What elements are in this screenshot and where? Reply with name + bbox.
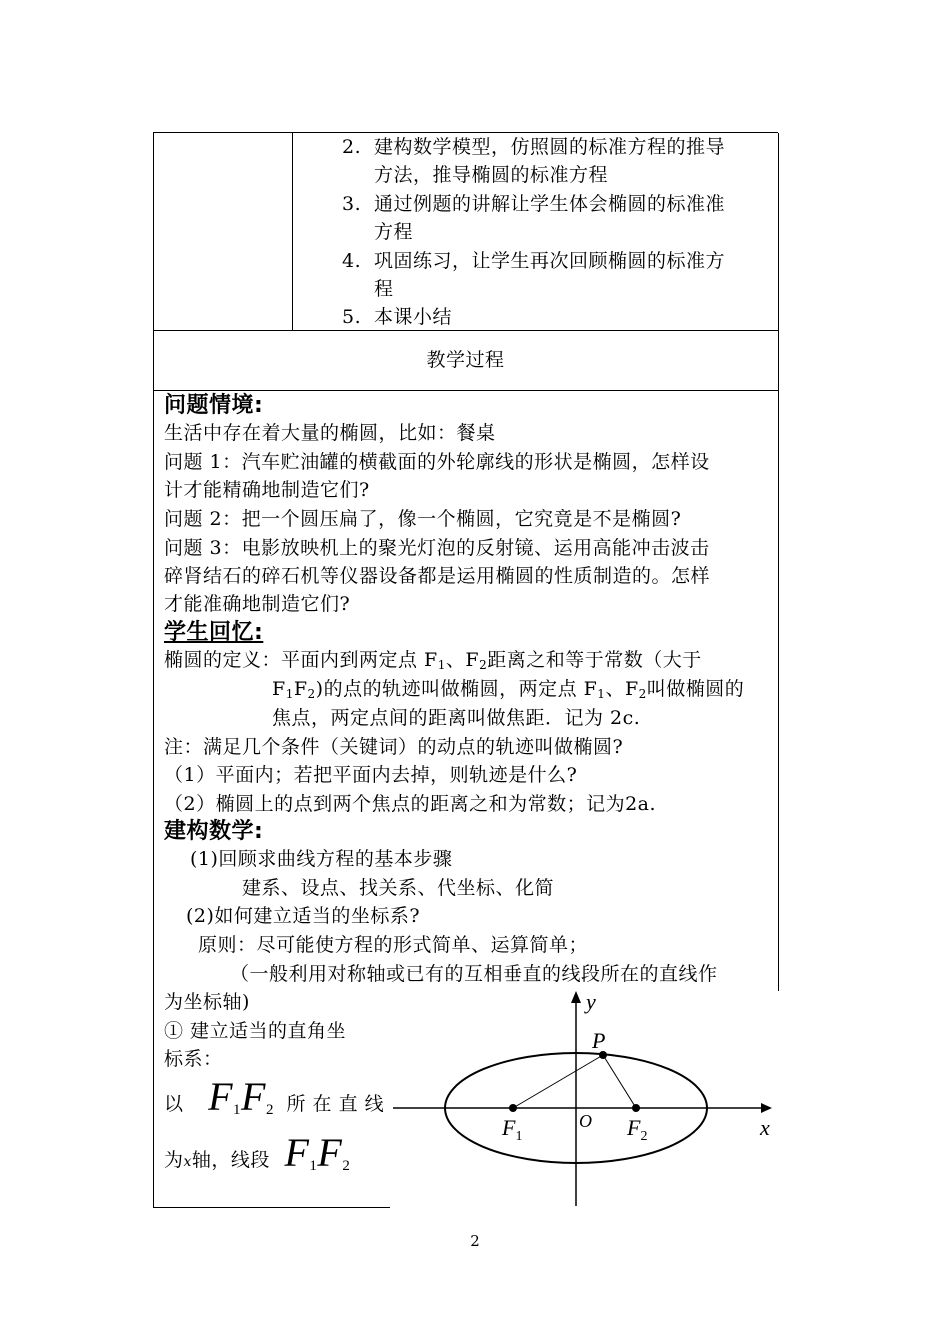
objective-item: 5. 本课小结	[342, 306, 453, 328]
build-step: (2)如何建立适当的坐标系?	[186, 905, 421, 927]
page-number: 2	[470, 1232, 480, 1250]
note-item: （2）椭圆上的点到两个焦点的距离之和为常数；记为2a.	[164, 793, 657, 815]
hint-line: （一般利用对称轴或已有的互相垂直的线段所在的直线作	[230, 963, 718, 985]
x-axis-label: x	[760, 1115, 770, 1140]
objective-item-cont: 程	[374, 278, 394, 300]
objective-item: 4. 巩固练习，让学生再次回顾椭圆的标准方	[342, 250, 726, 272]
y-axis-label: y	[586, 989, 596, 1014]
build-heading: 建构数学:	[164, 819, 264, 844]
point-f2	[632, 1104, 640, 1112]
hint-line: 为坐标轴)	[164, 991, 250, 1013]
f1f2-formula: F1F2	[208, 1074, 274, 1119]
objective-item-cont: 方法，推导椭圆的标准方程	[374, 164, 609, 186]
problem-line: 碎肾结石的碎石机等仪器设备都是运用椭圆的性质制造的。怎样	[164, 565, 711, 587]
section-title: 教学过程	[426, 349, 505, 371]
figure-background	[390, 991, 780, 1209]
definition-line: 椭圆的定义：平面内到两定点 $F_1$、$F_2$距离之和等于常数（大于	[164, 649, 702, 672]
label-origin: O	[579, 1111, 592, 1131]
definition-line: 焦点，两定点间的距离叫做焦距．记为 2c.	[272, 707, 641, 729]
definition-line: $F_1F_2$)的点的轨迹叫做椭圆，两定点 $F_1$、$F_2$叫做椭圆的	[272, 678, 745, 701]
recall-heading: 学生回忆:	[164, 620, 264, 645]
label-p: P	[592, 1028, 606, 1053]
problem-line: 生活中存在着大量的椭圆，比如：餐桌	[164, 422, 496, 444]
problem-line: 才能准确地制造它们?	[164, 593, 351, 615]
problem-line: 问题 1：汽车贮油罐的横截面的外轮廓线的形状是椭圆，怎样设	[164, 451, 710, 473]
problem-heading: 问题情境:	[164, 393, 264, 418]
label-f2: $F_2$	[627, 1115, 648, 1144]
table-bottom-border	[153, 1207, 393, 1208]
build-step-detail: 建系、设点、找关系、代坐标、化简	[242, 877, 555, 899]
f1f2-formula: F1F2	[284, 1130, 351, 1175]
column-divider	[292, 133, 293, 331]
problem-line: 问题 2：把一个圆压扁了，像一个椭圆，它究竟是不是椭圆?	[164, 508, 682, 530]
problem-line: 问题 3：电影放映机上的聚光灯泡的反射镜、运用高能冲击波击	[164, 537, 710, 559]
coord-step-line: 以 F1F2 所 在 直 线	[164, 1074, 385, 1119]
row-divider	[153, 330, 778, 331]
note-line: 注：满足几个条件（关键词）的动点的轨迹叫做椭圆?	[164, 736, 624, 758]
principle-line: 原则：尽可能使方程的形式简单、运算简单；	[198, 934, 589, 956]
objective-item-cont: 方程	[374, 221, 414, 243]
coord-step-line: ① 建立适当的直角坐	[164, 1020, 347, 1042]
objective-item: 2. 建构数学模型，仿照圆的标准方程的推导	[342, 136, 726, 158]
objective-item: 3. 通过例题的讲解让学生体会椭圆的标准准	[342, 193, 726, 215]
point-f1	[509, 1104, 517, 1112]
ellipse-figure	[380, 985, 780, 1210]
coord-step-line: 标系：	[164, 1048, 223, 1070]
build-step: (1)回顾求曲线方程的基本步骤	[190, 848, 453, 870]
note-item: （1）平面内；若把平面内去掉，则轨迹是什么?	[164, 764, 578, 786]
problem-line: 计才能精确地制造它们?	[164, 479, 370, 501]
coord-step-line: 为x轴，线段 F1F2	[164, 1130, 351, 1175]
label-f1: $F_1$	[502, 1115, 523, 1144]
